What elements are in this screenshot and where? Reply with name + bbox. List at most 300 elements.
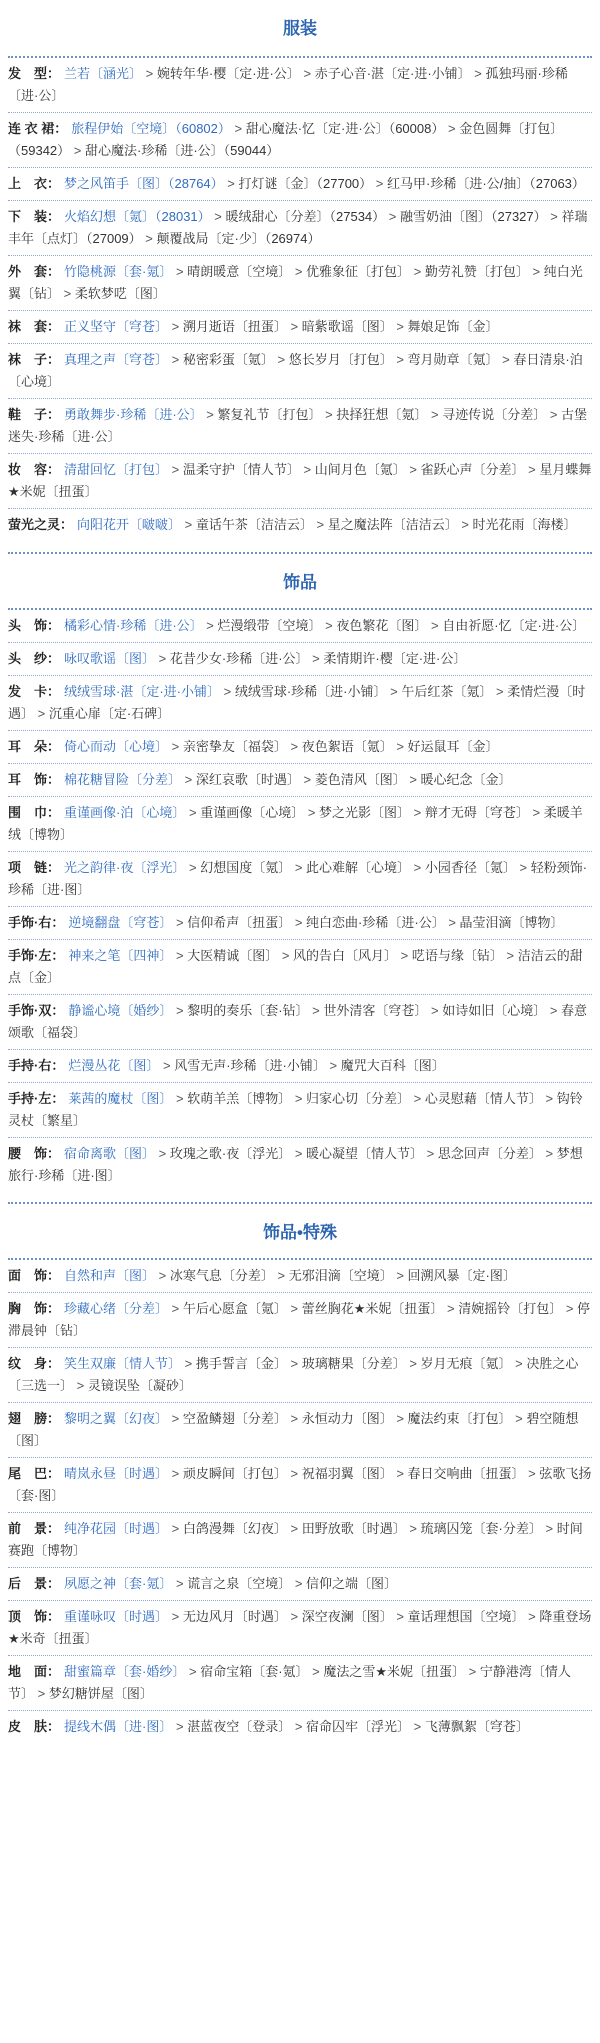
list-item (8, 1568, 592, 1601)
list-item (8, 1513, 592, 1568)
list-item (8, 610, 592, 643)
top-item-link[interactable]: 笑生双廉〔情人节〕 (64, 1356, 182, 1371)
top-item-link[interactable]: 静谧心境〔婚纱〕 (68, 1003, 173, 1018)
top-item-link[interactable]: 甜蜜篇章〔套·婚纱〕 (64, 1664, 186, 1679)
slot-label: 前 景： (8, 1521, 61, 1536)
separator-arrow: > (70, 143, 85, 158)
separator-arrow: > (410, 264, 425, 279)
item-name: 柔软梦呓〔图〕 (74, 286, 166, 301)
item-name: 午后心愿盒〔氪〕 (182, 1301, 287, 1316)
slot-label: 耳 朵： (8, 739, 61, 754)
item-name: 无边风月〔时遇〕 (182, 1609, 287, 1624)
item-name: 碧空随想〔图〕 (8, 1411, 579, 1448)
item-name: 柔情烂漫〔时遇〕 (8, 684, 586, 721)
separator-arrow: > (273, 1268, 289, 1283)
slot-label: 地 面： (8, 1664, 61, 1679)
item-name: 柔暖羊绒〔博物〕 (8, 805, 583, 842)
item-name: 童话午茶〔洁洁云〕 (195, 517, 313, 532)
slot-label: 胸 饰： (8, 1301, 61, 1316)
item-name: 纯白恋曲·珍稀〔进·公〕 (306, 915, 445, 930)
section-gap (8, 542, 592, 552)
separator-arrow: > (524, 462, 540, 477)
item-name: 岁月无痕〔氪〕 (420, 1356, 512, 1371)
slot-label: 连 衣 裙： (8, 121, 68, 136)
slot-label: 上 衣： (8, 176, 61, 191)
item-name: 赤子心音·湛〔定·进·小铺〕 (314, 66, 471, 81)
item-name: 冰寒气息〔分差〕 (169, 1268, 274, 1283)
separator-arrow: > (172, 1091, 188, 1106)
slot-label: 下 装： (8, 209, 61, 224)
separator-arrow: > (470, 66, 486, 81)
slot-label: 翅 膀： (8, 1411, 61, 1426)
top-item-link[interactable]: 棉花糖冒险〔分差〕 (64, 772, 182, 787)
separator-arrow: > (528, 805, 544, 820)
item-name: 暖心纪念〔金〕 (420, 772, 512, 787)
item-name: 打灯谜〔金〕（27700） (238, 176, 373, 191)
separator-arrow: > (223, 176, 239, 191)
list-item (8, 1656, 592, 1711)
top-item-link[interactable]: 神来之笔〔四神〕 (68, 948, 173, 963)
separator-arrow: > (172, 948, 188, 963)
separator-arrow: > (291, 264, 307, 279)
slot-label: 鞋 子： (8, 407, 61, 422)
item-name: 绒绒雪球·珍稀〔进·小铺〕 (234, 684, 387, 699)
item-name: 琉璃囚笼〔套·分差〕 (420, 1521, 542, 1536)
separator-arrow: > (397, 948, 412, 963)
slot-label: 面 饰： (8, 1268, 61, 1283)
separator-arrow: > (141, 231, 157, 246)
separator-arrow: > (155, 1146, 170, 1161)
separator-arrow: > (73, 1378, 88, 1393)
separator-arrow: > (502, 948, 518, 963)
list-item (8, 731, 592, 764)
list-item (8, 311, 592, 344)
item-name: 星之魔法阵〔洁洁云〕 (327, 517, 458, 532)
separator-arrow: > (168, 352, 183, 367)
separator-arrow: > (291, 860, 307, 875)
item-name: 幻想国度〔氪〕 (200, 860, 292, 875)
top-item-link[interactable]: 正义坚守〔穹苍〕 (64, 319, 169, 334)
list-item (8, 764, 592, 797)
list-item (8, 1711, 592, 1744)
item-name: 辩才无碍〔穹苍〕 (424, 805, 529, 820)
item-name: 夜色絮语〔氪〕 (301, 739, 393, 754)
item-name: 甜心魔法·珍稀〔进·公〕（59044） (84, 143, 280, 158)
separator-arrow: > (181, 517, 196, 532)
item-name: 孤独玛丽·珍稀〔进·公〕 (8, 66, 568, 103)
separator-arrow: > (185, 860, 201, 875)
top-item-link[interactable]: 重谨画像·泊〔心境〕 (64, 805, 186, 820)
item-name: 田野放歌〔时遇〕 (301, 1521, 406, 1536)
separator-arrow: > (423, 1146, 438, 1161)
item-name: 心灵慰藉〔情人节〕 (424, 1091, 542, 1106)
item-name: 寻迹传说〔分差〕 (442, 407, 547, 422)
item-name: 暗紫歌谣〔图〕 (301, 319, 393, 334)
list-item (8, 797, 592, 852)
item-name: 柔情期许·樱〔定·进·公〕 (323, 651, 467, 666)
separator-arrow: > (410, 805, 425, 820)
list-item (8, 1601, 592, 1656)
item-name: 清婉摇铃〔打包〕 (458, 1301, 563, 1316)
section-rows (8, 1260, 592, 1744)
item-name: 晴朗暖意〔空境〕 (187, 264, 292, 279)
separator-arrow: > (492, 684, 508, 699)
item-name: 魔咒大百科〔图〕 (340, 1058, 445, 1073)
separator-arrow: > (155, 651, 170, 666)
item-name: 降重登场★米奇〔扭蛋〕 (8, 1609, 592, 1646)
section-title: 服装 (8, 0, 592, 58)
list-item (8, 995, 592, 1050)
separator-arrow: > (541, 1521, 557, 1536)
slot-label: 袜 子： (8, 352, 61, 367)
separator-arrow: > (168, 739, 183, 754)
item-name: 抉择狂想〔氪〕 (336, 407, 428, 422)
top-item-link[interactable]: 夙愿之神〔套·氪〕 (64, 1576, 173, 1591)
separator-arrow: > (159, 1058, 175, 1073)
separator-arrow: > (392, 319, 408, 334)
separator-arrow: > (34, 706, 49, 721)
item-name: 婉转年华·樱〔定·进·公〕 (156, 66, 300, 81)
top-item-link[interactable]: 勇敢舞步·珍稀〔进·公〕 (64, 407, 203, 422)
slot-label: 手饰·双： (8, 1003, 65, 1018)
item-name: 思念回声〔分差〕 (437, 1146, 542, 1161)
item-name: 归家心切〔分差〕 (306, 1091, 411, 1106)
item-name: 玫瑰之歌·夜〔浮光〕 (169, 1146, 292, 1161)
separator-arrow: > (444, 915, 460, 930)
item-name: 午后红茶〔氪〕 (401, 684, 493, 699)
item-name: 深红哀歌〔时遇〕 (195, 772, 300, 787)
separator-arrow: > (386, 684, 402, 699)
item-name: 烂漫缎带〔空境〕 (217, 618, 322, 633)
separator-arrow: > (299, 462, 315, 477)
list-item (8, 1348, 592, 1403)
item-name: 沉重心扉〔定·石碑〕 (48, 706, 171, 721)
separator-arrow: > (321, 618, 337, 633)
item-name: 钩铃灵杖〔繁星〕 (8, 1091, 583, 1128)
separator-arrow: > (155, 1268, 170, 1283)
separator-arrow: > (392, 1466, 408, 1481)
separator-arrow: > (286, 1411, 302, 1426)
item-name: 灵镜误坠〔凝砂〕 (87, 1378, 192, 1393)
top-item-link[interactable]: 莱茜的魔杖〔图〕 (68, 1091, 173, 1106)
section-rows (8, 610, 592, 1192)
separator-arrow: > (286, 1466, 302, 1481)
item-name: 风雪无声·珍稀〔进·小铺〕 (174, 1058, 326, 1073)
item-name: 停滞晨钟〔钻〕 (8, 1301, 591, 1338)
item-name: 悠长岁月〔打包〕 (288, 352, 393, 367)
top-item-link[interactable]: 咏叹歌谣〔图〕 (64, 651, 156, 666)
slot-label: 发 型： (8, 66, 61, 81)
top-item-link[interactable]: 重谨咏叹〔时遇〕 (64, 1609, 169, 1624)
item-name: 繁复礼节〔打包〕 (217, 407, 322, 422)
separator-arrow: > (427, 1003, 443, 1018)
item-name: 舞娘足饰〔金〕 (407, 319, 499, 334)
separator-arrow: > (546, 407, 562, 422)
separator-arrow: > (541, 1146, 557, 1161)
top-item-link[interactable]: 真理之声〔穹苍〕 (64, 352, 169, 367)
item-name: 白鸽漫舞〔幻夜〕 (182, 1521, 287, 1536)
separator-arrow: > (457, 517, 473, 532)
item-name: 春日交响曲〔扭蛋〕 (407, 1466, 525, 1481)
item-name: 童话理想国〔空境〕 (407, 1609, 525, 1624)
item-name: 世外清客〔穹苍〕 (323, 1003, 428, 1018)
separator-arrow: > (278, 948, 294, 963)
slot-label: 萤光之灵： (8, 517, 74, 532)
item-name: 魔法之雪★米妮〔扭蛋〕 (323, 1664, 466, 1679)
list-item (8, 201, 592, 256)
separator-arrow: > (286, 1356, 302, 1371)
item-name: 深空夜澜〔图〕 (301, 1609, 393, 1624)
item-name: 颠覆战局〔定·少〕（26974） (156, 231, 321, 246)
separator-arrow: > (308, 1664, 324, 1679)
separator-arrow: > (546, 1003, 562, 1018)
separator-arrow: > (291, 1576, 307, 1591)
separator-arrow: > (168, 1466, 183, 1481)
separator-arrow: > (528, 264, 544, 279)
separator-arrow: > (172, 1003, 188, 1018)
top-item-link[interactable]: 珍藏心绪〔分差〕 (64, 1301, 169, 1316)
separator-arrow: > (142, 66, 157, 81)
item-name: 时光花雨〔海楼〕 (472, 517, 577, 532)
separator-arrow: > (541, 1091, 557, 1106)
item-name: 梦之光影〔图〕 (319, 805, 411, 820)
list-item (8, 509, 592, 542)
list-item (8, 643, 592, 676)
slot-label: 袜 套： (8, 319, 61, 334)
item-name: 软萌羊羔〔博物〕 (187, 1091, 292, 1106)
top-item-link[interactable]: 自然和声〔图〕 (64, 1268, 156, 1283)
separator-arrow: > (524, 1609, 540, 1624)
item-name: 晶莹泪滴〔博物〕 (459, 915, 564, 930)
separator-arrow: > (168, 1301, 183, 1316)
top-item-link[interactable]: 旅程伊始〔空境〕（60802） (71, 121, 231, 136)
separator-arrow: > (286, 739, 302, 754)
top-item-link[interactable]: 宿命离歌〔图〕 (64, 1146, 156, 1161)
separator-arrow: > (392, 1609, 408, 1624)
separator-arrow: > (410, 1091, 425, 1106)
separator-arrow: > (185, 805, 201, 820)
separator-arrow: > (405, 772, 421, 787)
list-item (8, 1260, 592, 1293)
separator-arrow: > (168, 1411, 183, 1426)
top-item-link[interactable]: 逆境翻盘〔穹苍〕 (68, 915, 173, 930)
item-name: 谎言之泉〔空境〕 (187, 1576, 292, 1591)
top-item-link[interactable]: 纯净花园〔时遇〕 (64, 1521, 169, 1536)
item-name: 此心难解〔心境〕 (306, 860, 411, 875)
separator-arrow: > (427, 618, 443, 633)
section-title: 饰品•特殊 (8, 1202, 592, 1260)
separator-arrow: > (172, 915, 188, 930)
separator-arrow: > (498, 352, 514, 367)
item-name: 宿命宝箱〔套·氪〕 (200, 1664, 309, 1679)
item-name: 好运鼠耳〔金〕 (407, 739, 499, 754)
list-item (8, 1293, 592, 1348)
item-name: 纯白光翼〔钻〕 (8, 264, 583, 301)
top-item-link[interactable]: 黎明之翼〔幻夜〕 (64, 1411, 169, 1426)
slot-label: 手饰·右： (8, 915, 65, 930)
separator-arrow: > (427, 407, 443, 422)
separator-arrow: > (524, 1466, 540, 1481)
separator-arrow: > (168, 462, 183, 477)
separator-arrow: > (168, 1609, 183, 1624)
list-item (8, 256, 592, 311)
separator-arrow: > (405, 1356, 421, 1371)
item-name: 勤劳礼赞〔打包〕 (424, 264, 529, 279)
slot-label: 皮 肤： (8, 1719, 61, 1734)
item-name: 秘密彩蛋〔氪〕 (182, 352, 274, 367)
item-name: 黎明的奏乐〔套·钻〕 (187, 1003, 309, 1018)
separator-arrow: > (286, 319, 302, 334)
separator-arrow: > (286, 1609, 302, 1624)
separator-arrow: > (325, 1058, 341, 1073)
item-name: 雀跃心声〔分差〕 (420, 462, 525, 477)
list-item (8, 1050, 592, 1083)
separator-arrow: > (185, 1664, 201, 1679)
separator-arrow: > (321, 407, 337, 422)
separator-arrow: > (291, 1091, 307, 1106)
item-name: 时间赛跑〔博物〕 (8, 1521, 583, 1558)
separator-arrow: > (392, 739, 408, 754)
item-name: 菱色清风〔图〕 (314, 772, 406, 787)
section-rows (8, 58, 592, 542)
separator-arrow: > (168, 1521, 183, 1536)
top-item-link[interactable]: 光之韵律·夜〔浮光〕 (64, 860, 186, 875)
separator-arrow: > (168, 319, 183, 334)
item-name: 花昔少女·珍稀〔进·公〕 (169, 651, 309, 666)
top-item-link[interactable]: 绒绒雪球·湛〔定·进·小铺〕 (64, 684, 221, 699)
top-item-link[interactable]: 向阳花开〔啵啵〕 (77, 517, 182, 532)
top-item-link[interactable]: 橘彩心情·珍稀〔进·公〕 (64, 618, 203, 633)
separator-arrow: > (392, 1411, 408, 1426)
slot-label: 围 巾： (8, 805, 61, 820)
item-name: 星月蝶舞★米妮〔扭蛋〕 (8, 462, 592, 499)
top-item-link[interactable]: 提线木偶〔进·图〕 (64, 1719, 173, 1734)
separator-arrow: > (444, 121, 460, 136)
slot-label: 顶 饰： (8, 1609, 61, 1624)
item-name: 温柔守护〔情人节〕 (182, 462, 300, 477)
separator-arrow: > (405, 462, 421, 477)
separator-arrow: > (405, 1521, 421, 1536)
item-name: 无邪泪滴〔空境〕 (288, 1268, 393, 1283)
item-name: 回溯风暴〔定·图〕 (407, 1268, 516, 1283)
item-name: 春意颂歌〔福袋〕 (8, 1003, 588, 1040)
top-item-link[interactable]: 兰若〔涵光〕 (64, 66, 143, 81)
item-name: 金色圆舞〔打包〕（59342） (8, 121, 564, 158)
section-gap (8, 1192, 592, 1202)
separator-arrow: > (392, 1268, 408, 1283)
top-item-link[interactable]: 竹隐桃源〔套·氪〕 (64, 264, 173, 279)
separator-arrow: > (172, 1719, 188, 1734)
separator-arrow: > (230, 121, 246, 136)
item-name: 顽皮瞬间〔打包〕 (182, 1466, 287, 1481)
list-item (8, 58, 592, 113)
slot-label: 后 景： (8, 1576, 61, 1591)
separator-arrow: > (286, 1521, 302, 1536)
item-name: 祝福羽翼〔图〕 (301, 1466, 393, 1481)
item-name: 暖心凝望〔情人节〕 (306, 1146, 424, 1161)
list-item (8, 168, 592, 201)
separator-arrow: > (181, 1356, 196, 1371)
item-name: 红马甲·珍稀〔进·公/抽〕（27063） (386, 176, 585, 191)
slot-label: 腰 饰： (8, 1146, 61, 1161)
top-item-link[interactable]: 火焰幻想〔氪〕（28031） (64, 209, 211, 224)
separator-arrow: > (562, 1301, 578, 1316)
top-item-link[interactable]: 晴岚永昼〔时遇〕 (64, 1466, 169, 1481)
slot-label: 妆 容： (8, 462, 61, 477)
separator-arrow: > (410, 860, 425, 875)
slot-label: 头 饰： (8, 618, 61, 633)
separator-arrow: > (410, 1719, 425, 1734)
top-item-link[interactable]: 梦之风笛手〔图〕（28764） (64, 176, 224, 191)
list-item (8, 940, 592, 995)
slot-label: 手持·右： (8, 1058, 65, 1073)
item-name: 空盈鳞翅〔分差〕 (182, 1411, 287, 1426)
slot-label: 耳 饰： (8, 772, 61, 787)
separator-arrow: > (60, 286, 75, 301)
separator-arrow: > (299, 772, 315, 787)
top-item-link[interactable]: 清甜回忆〔打包〕 (64, 462, 169, 477)
item-name: 弯月勋章〔氪〕 (407, 352, 499, 367)
item-name: 大医精诚〔图〕 (187, 948, 279, 963)
item-name: 洁洁云的甜点〔金〕 (8, 948, 583, 985)
separator-arrow: > (443, 1301, 459, 1316)
separator-arrow: > (385, 209, 400, 224)
top-item-link[interactable]: 倚心而动〔心境〕 (64, 739, 169, 754)
list-item (8, 676, 592, 731)
separator-arrow: > (511, 1356, 527, 1371)
list-item (8, 1458, 592, 1513)
separator-arrow: > (286, 1301, 302, 1316)
item-name: 携手誓言〔金〕 (195, 1356, 287, 1371)
list-item (8, 1083, 592, 1138)
item-name: 如诗如旧〔心境〕 (442, 1003, 547, 1018)
item-name: 宁静港湾〔情人节〕 (8, 1664, 571, 1701)
separator-arrow: > (202, 618, 218, 633)
separator-arrow: > (34, 1686, 49, 1701)
separator-arrow: > (220, 684, 235, 699)
separator-arrow: > (202, 407, 218, 422)
item-name: 湛蓝夜空〔登录〕 (187, 1719, 292, 1734)
slot-label: 外 套： (8, 264, 61, 279)
separator-arrow: > (210, 209, 226, 224)
list-item (8, 907, 592, 940)
item-name: 轻粉颈饰·珍稀〔进·图〕 (8, 860, 588, 897)
slot-label: 手饰·左： (8, 948, 65, 963)
separator-arrow: > (273, 352, 289, 367)
separator-arrow: > (299, 66, 315, 81)
list-item (8, 344, 592, 399)
slot-label: 手持·左： (8, 1091, 65, 1106)
item-name: 宿命囚牢〔浮光〕 (306, 1719, 411, 1734)
separator-arrow: > (304, 805, 320, 820)
item-name: 呓语与缘〔钻〕 (411, 948, 503, 963)
separator-arrow: > (291, 1719, 307, 1734)
top-item-link[interactable]: 烂漫丛花〔图〕 (68, 1058, 160, 1073)
separator-arrow: > (172, 264, 188, 279)
item-name: 优雅象征〔打包〕 (306, 264, 411, 279)
item-name: 溯月逝语〔扭蛋〕 (182, 319, 287, 334)
list-item (8, 454, 592, 509)
separator-arrow: > (291, 1146, 307, 1161)
item-name: 重谨画像〔心境〕 (200, 805, 305, 820)
item-name: 决胜之心〔三选一〕 (8, 1356, 579, 1393)
item-name: 蕾丝胸花★米妮〔扭蛋〕 (301, 1301, 444, 1316)
slot-label: 纹 身： (8, 1356, 61, 1371)
slot-label: 尾 巴： (8, 1466, 61, 1481)
list-item (8, 1403, 592, 1458)
item-name: 山间月色〔氪〕 (314, 462, 406, 477)
slot-label: 项 链： (8, 860, 61, 875)
